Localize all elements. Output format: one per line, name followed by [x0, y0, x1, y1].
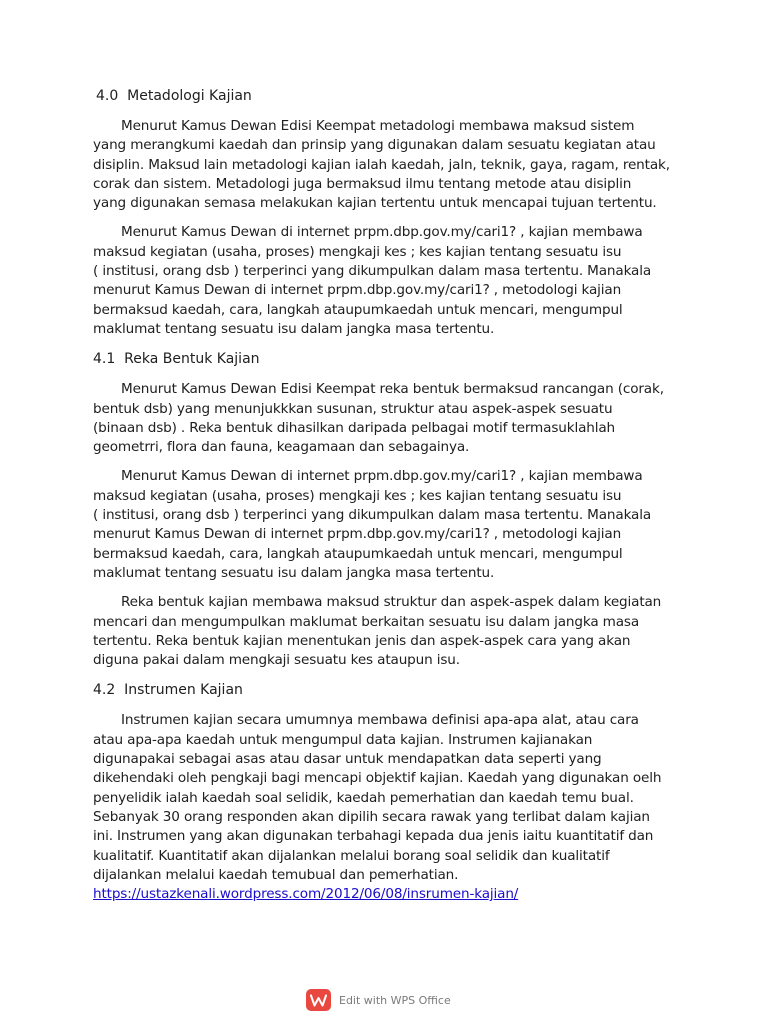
text-line: atau apa-apa kaedah untuk mengumpul data kajian. Instrumen kajianakan — [93, 731, 593, 748]
text-line: Menurut Kamus Dewan Edisi Keempat reka bentuk bermaksud rancangan (corak, — [121, 381, 664, 398]
wps-edit-label: Edit with WPS Office — [339, 993, 451, 1007]
document-page — [93, 86, 683, 914]
text-line: kualitatif. Kuantitatif akan dijalankan melalui borang soal selidik dan kualitatif — [93, 847, 610, 864]
wps-edit-banner[interactable] — [306, 988, 451, 1012]
text-line: maksud kegiatan (usaha, proses) mengkaji kes ; kes kajian tentang sesuatu isu — [93, 243, 622, 260]
text-line: ini. Instrumen yang akan digunakan terbahagi kepada dua jenis iaitu kuantitatif dan — [93, 828, 654, 845]
text-line: yang merangkumi kaedah dan prinsip yang digunakan dalam sesuatu kegiatan atau — [93, 137, 656, 154]
section-heading-instrumen: 4.2 Instrumen Kajian — [93, 682, 243, 699]
reference-link-line — [93, 885, 683, 904]
text-line: Sebanyak 30 orang responden akan dipilih secara rawak yang terlibat dalam kajian — [93, 808, 650, 825]
text-line: geometrri, flora dan fauna, keagamaan dan sebagainya. — [93, 439, 470, 456]
paragraph-instrumen-1 — [93, 711, 683, 904]
text-line: bentuk dsb) yang menunjukkkan susunan, struktur atau aspek-aspek sesuatu — [93, 400, 613, 417]
text-line: Menurut Kamus Dewan di internet prpm.dbp.gov.my/cari1? , kajian membawa — [121, 468, 643, 485]
text-line: tertentu. Reka bentuk kajian menentukan jenis dan aspek-aspek cara yang akan — [93, 632, 631, 649]
text-line: digunapakai sebagai asas atau dasar untuk mendapatkan data seperti yang — [93, 751, 602, 768]
text-line: Menurut Kamus Dewan di internet prpm.dbp.gov.my/cari1? , kajian membawa — [121, 224, 643, 241]
text-line: ( institusi, orang dsb ) terperinci yang dikumpulkan dalam masa tertentu. Manakala — [93, 507, 652, 524]
text-line: maksud kegiatan (usaha, proses) mengkaji kes ; kes kajian tentang sesuatu isu — [93, 487, 622, 504]
text-line: corak dan sistem. Metadologi juga bermaksud ilmu tentang metode atau disiplin — [93, 175, 632, 192]
reference-link[interactable]: https://ustazkenali.wordpress.com/2012/06/08/insrumen-kajian/ — [93, 886, 519, 903]
paragraph-reka-bentuk-2 — [93, 467, 683, 583]
paragraph-metodologi-2 — [93, 223, 683, 339]
text-line: maklumat tentang sesuatu isu dalam jangka masa tertentu. — [93, 564, 495, 581]
text-line: menurut Kamus Dewan di internet prpm.dbp.gov.my/cari1? , metodologi kajian — [93, 526, 622, 543]
section-heading-reka-bentuk: 4.1 Reka Bentuk Kajian — [93, 351, 260, 368]
text-line: mencari dan mengumpulkan maklumat berkaitan sesuatu isu dalam jangka masa — [93, 613, 640, 630]
text-line: ( institusi, orang dsb ) terperinci yang dikumpulkan dalam masa tertentu. Manakala — [93, 263, 652, 280]
text-line: (binaan dsb) . Reka bentuk dihasilkan daripada pelbagai motif termasuklahlah — [93, 419, 615, 436]
text-line: dijalankan melalui kaedah temubual dan pemerhatian. — [93, 866, 459, 883]
text-line: disiplin. Maksud lain metadologi kajian ialah kaedah, jaln, teknik, gaya, ragam, rentak, — [93, 156, 670, 173]
text-line: menurut Kamus Dewan di internet prpm.dbp.gov.my/cari1? , metodologi kajian — [93, 282, 622, 299]
text-line: bermaksud kaedah, cara, langkah ataupumkaedah untuk mencari, mengumpul — [93, 545, 623, 562]
text-line: maklumat tentang sesuatu isu dalam jangka masa tertentu. — [93, 320, 495, 337]
wps-office-logo-icon — [306, 989, 331, 1011]
paragraph-metodologi-1 — [93, 117, 683, 213]
text-line: yang digunakan semasa melakukan kajian tertentu untuk mencapai tujuan tertentu. — [93, 195, 657, 212]
section-heading-metodologi: 4.0 Metadologi Kajian — [96, 88, 252, 104]
text-line: Reka bentuk kajian membawa maksud struktur dan aspek-aspek dalam kegiatan — [121, 594, 662, 611]
text-line: dikehendaki oleh pengkaji bagi mencapi objektif kajian. Kaedah yang digunakan oelh — [93, 770, 662, 787]
text-line: bermaksud kaedah, cara, langkah ataupumkaedah untuk mencari, mengumpul — [93, 301, 623, 318]
text-line: Menurut Kamus Dewan Edisi Keempat metadologi membawa maksud sistem — [121, 118, 635, 134]
text-line: Instrumen kajian secara umumnya membawa definisi apa-apa alat, atau cara — [121, 712, 639, 729]
paragraph-reka-bentuk-3 — [93, 593, 683, 670]
text-line: diguna pakai dalam mengkaji sesuatu kes ataupun isu. — [93, 652, 460, 669]
text-line: penyelidik ialah kaedah soal selidik, kaedah pemerhatian dan kaedah temu bual. — [93, 789, 634, 806]
paragraph-reka-bentuk-1 — [93, 380, 683, 457]
